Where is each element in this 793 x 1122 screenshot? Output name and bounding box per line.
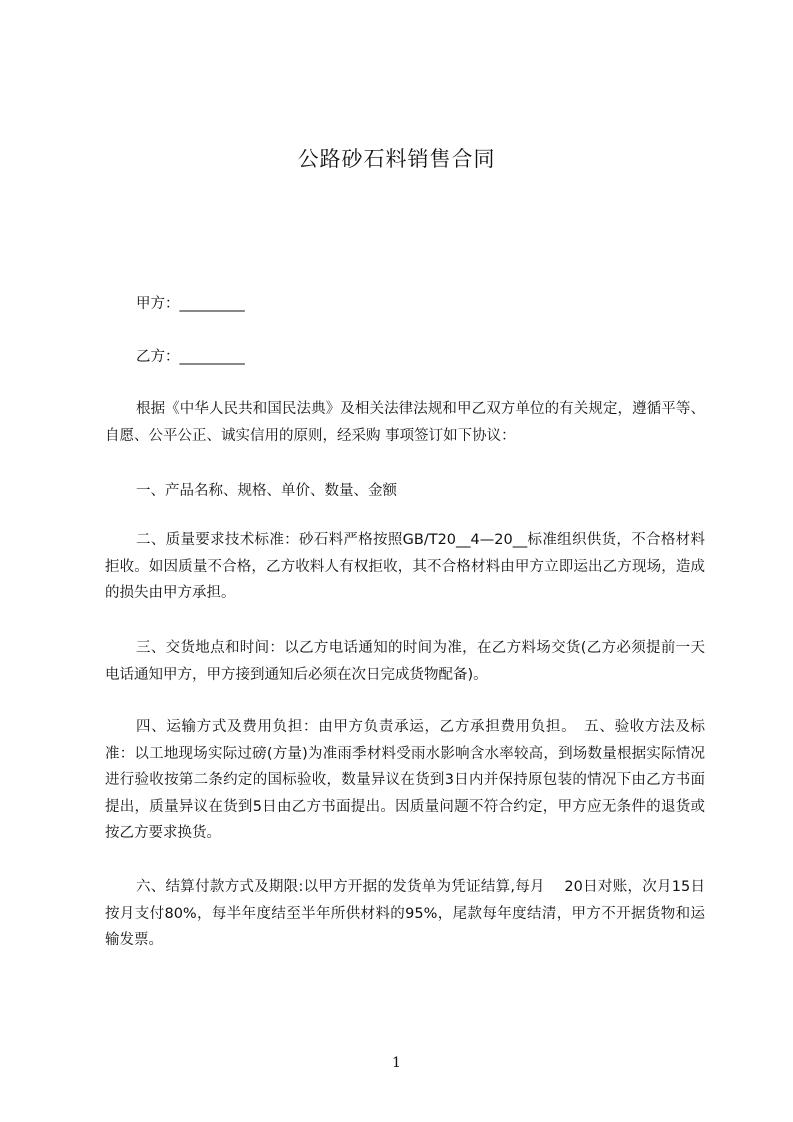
- party-b-line: 乙方：_________: [136, 349, 245, 365]
- document-title: 公路砂石料销售合同: [297, 147, 496, 171]
- section-6-paragraph: 六、结算付款方式及期限:以甲方开据的发货单为凭证结算,每月 20日对账，次月15日按月支付80%，每半年度结至半年所供材料的95%，尾款每年度结清，甲方不开据货物和运输发票。: [105, 879, 705, 948]
- section-1-heading: 一、产品名称、规格、单价、数量、金额: [136, 483, 397, 499]
- preamble-paragraph: 根据《中华人民共和国民法典》及相关法律法规和甲乙双方单位的有关规定，遵循平等、自愿、公平公正、诚实信用的原则，经采购 事项签订如下协议：: [105, 401, 705, 444]
- section-2-paragraph: 二、质量要求技术标准：砂石料严格按照GB/T20__4—20__标准组织供货，不合格材料拒收。如因质量不合格，乙方收料人有权拒收，其不合格材料由甲方立即运出乙方现场，造成的损失由甲方承担。: [105, 532, 705, 601]
- page-number: 1: [392, 1055, 401, 1071]
- party-a-line: 甲方：_________: [136, 296, 245, 312]
- section-4-5-paragraph: 四、运输方式及费用负担：由甲方负责承运，乙方承担费用负担。 五、验收方法及标准：以工地现场实际过磅(方量)为准雨季材料受雨水影响含水率较高，到场数量根据实际情况进行验收按第二条约定的国标验收，数量异议在货到3日内并保持原包装的情况下由乙方书面提出，质量异议在货到5日由乙方书面提出。因质量问题不符合约定，甲方应无条件的退货或按乙方要求换货。: [105, 719, 705, 841]
- section-3-paragraph: 三、交货地点和时间：以乙方电话通知的时间为准，在乙方料场交货(乙方必须提前一天电话通知甲方，甲方接到通知后必须在次日完成货物配备)。: [105, 640, 705, 683]
